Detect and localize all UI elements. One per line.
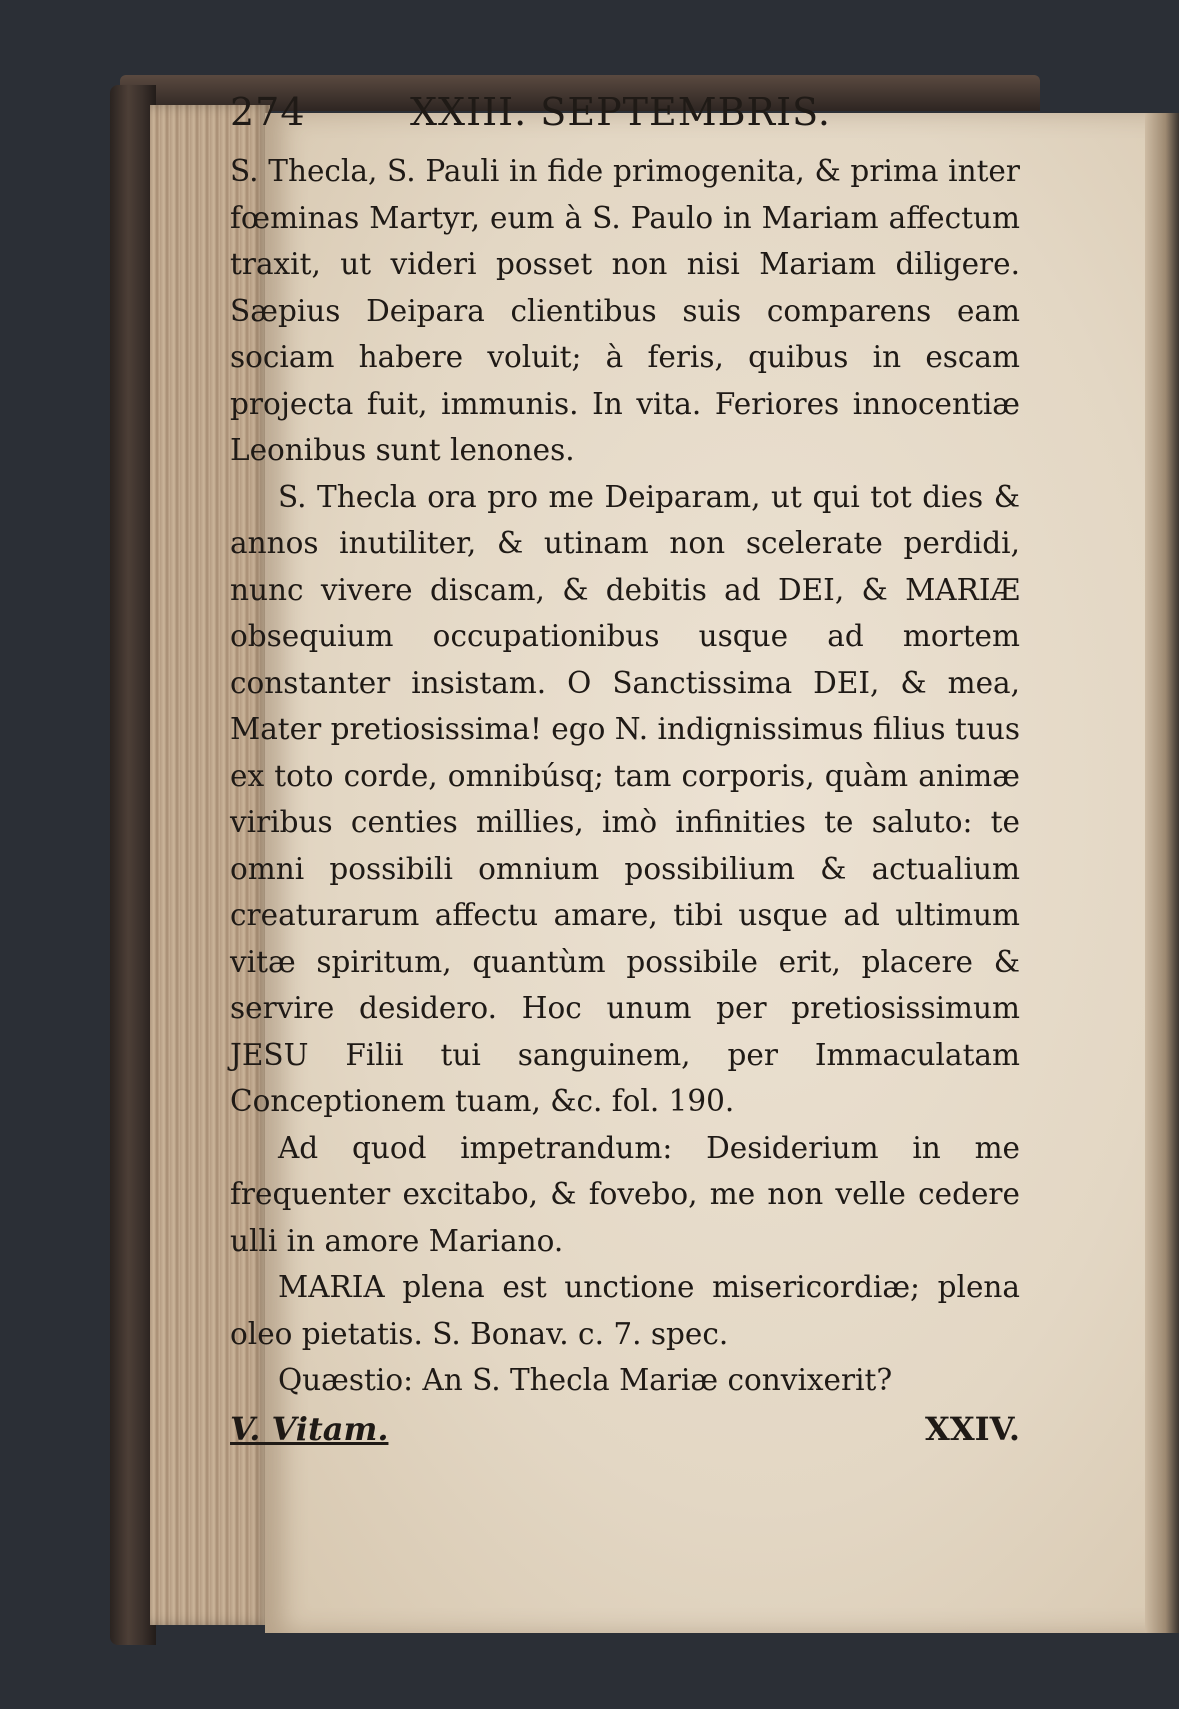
paragraph-5: Quæstio: An S. Thecla Mariæ convixerit? [278,1363,893,1397]
page-number: 274 [230,90,306,134]
catchword-right: XXIV. [925,1409,1020,1448]
catchword-left: V. Vitam. [230,1409,389,1448]
facing-page-edge [1145,113,1179,1633]
paragraph-4: MARIA plena est unctione misericordiæ; plena oleo pietatis. S. Bonav. c. 7. spec. [230,1270,1020,1351]
page-footer [230,1410,1020,1448]
running-header [230,90,1020,142]
paragraph-1: S. Thecla, S. Pauli in fide primogenita, & prima inter fœminas Martyr, eum à S. Paulo in Mariam affectum traxit, ut videri posset non nisi Mariam diligere. Sæpius Deipara clientibus suis comparens eam sociam habere voluit; à feris, quibus in escam projecta fuit, immunis. In vita. Feriores innocentiæ Leonibus sunt lenones. [230,154,1020,467]
paragraph-3: Ad quod impetrandum: Desiderium in me frequenter excitabo, & fovebo, me non velle cedere ulli in amore Mariano. [230,1130,1020,1258]
page-text [230,90,1020,1448]
paragraph-2: S. Thecla ora pro me Deiparam, ut qui tot dies & annos inutiliter, & utinam non scelerate perdidi, nunc vivere discam, & debitis ad DEI, & MARIÆ obsequium occupationibus usque ad mortem constanter insistam. O Sanctissima DEI, & mea, Mater pretiosissima! ego N. indignissimus filius tuus ex toto corde, omnibúsq; tam corporis, quàm animæ viribus centies millies, imò infinities te saluto: te omni possibili omnium possibilium & actualium creaturarum affectu amare, tibi usque ad ultimum vitæ spiritum, quantùm possibile erit, placere & servire desidero. Hoc unum per pretiosissimum JESU Filii tui sanguinem, per Immaculatam Conceptionem tuam, &c. fol. 190. [230,479,1020,1118]
running-title: XXIII. SEPTEMBRIS. [410,90,831,134]
